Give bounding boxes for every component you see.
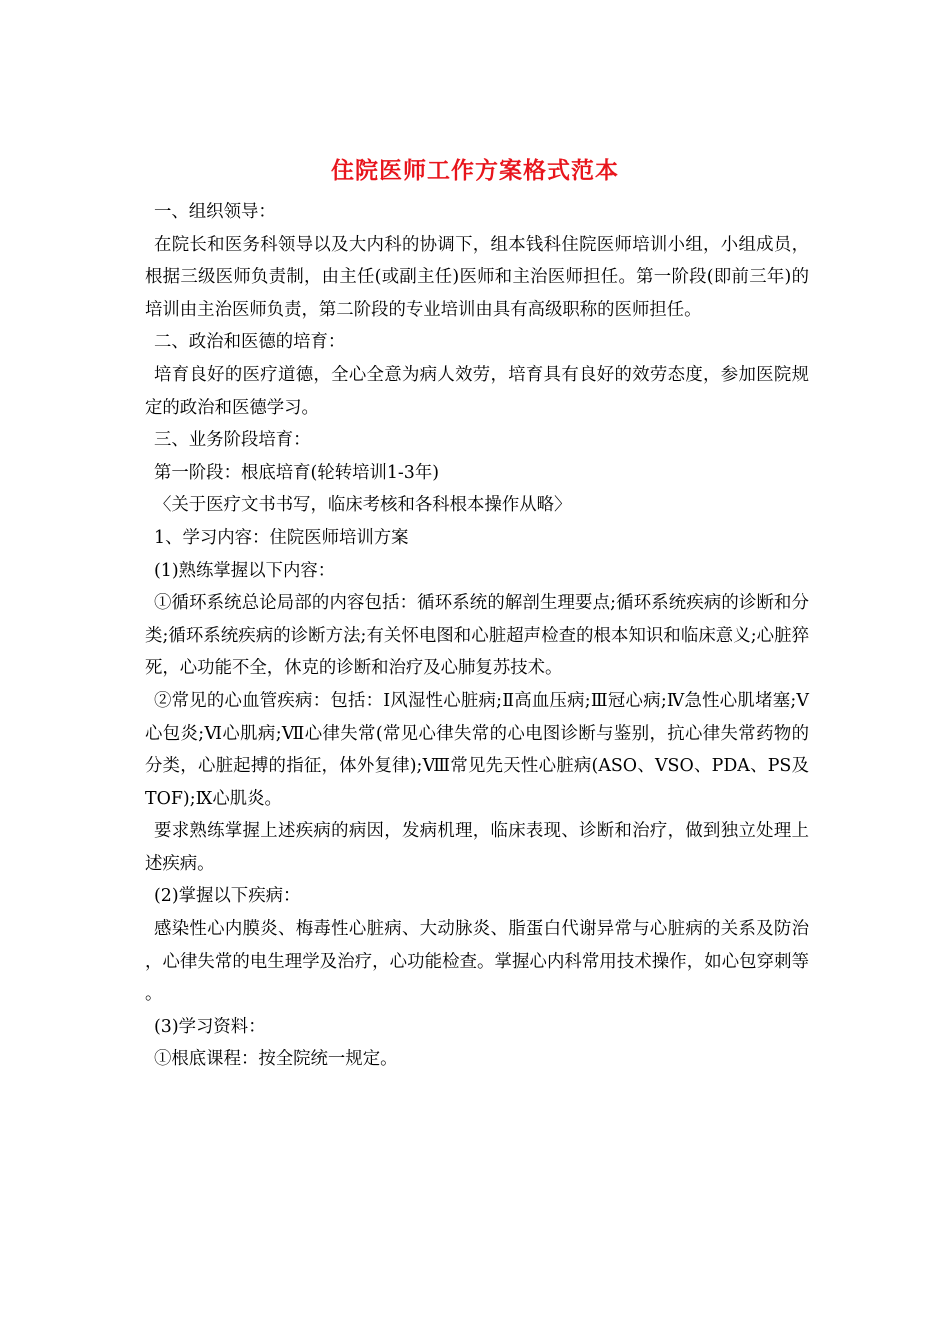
paragraph-organization: 在院长和医务科领导以及大内科的协调下，组本钱科住院医师培训小组，小组成员，根据三级医师负责制，由主任(或副主任)医师和主治医师担任。第一阶段(即前三年)的培训由主治医师负责，第二阶段的专业培训由具有高级职称的医师担任。 [145,234,809,320]
paragraph-study-content: 1、学习内容：住院医师培训方案 [154,527,409,548]
paragraph-stage-one: 第一阶段：根底培育(轮转培训1-3年) [154,462,440,483]
paragraph-basic-courses: ①根底课程：按全院统一规定。 [154,1049,398,1070]
paragraph-ethics: 培育良好的医疗道德，全心全意为病人效劳，培育具有良好的效劳态度，参加医院规定的政治和医德学习。 [145,364,809,418]
section-heading-ethics: 二、政治和医德的培育： [154,332,346,353]
subheading-grasp: (2)掌握以下疾病： [154,886,301,907]
paragraph-other-diseases: 感染性心内膜炎、梅毒性心脏病、大动脉炎、脂蛋白代谢异常与心脏病的关系及防治，心律失常的电生理学及治疗，心功能检查。掌握心内科常用技术操作，如心包穿刺等。 [145,919,809,1005]
subheading-master: (1)熟练掌握以下内容： [154,560,336,581]
paragraph-common-diseases: ②常见的心血管疾病：包括：Ⅰ风湿性心脏病;Ⅱ高血压病;Ⅲ冠心病;Ⅳ急性心肌堵塞;Ⅴ心包炎;Ⅵ心肌病;Ⅶ心律失常(常见心律失常的心电图诊断与鉴别，抗心律失常药物的分类，心脏起搏的指征，体外复律);Ⅷ常见先天性心脏病(ASO、VSO、PDA、PS及TOF);Ⅸ心肌炎。 [145,690,809,809]
subheading-materials: (3)学习资料： [154,1016,266,1037]
document-title: 住院医师工作方案格式范本 [331,157,619,184]
document-body [145,196,809,1076]
section-heading-organization: 一、组织领导： [154,202,276,222]
paragraph-requirements: 要求熟练掌握上述疾病的病因，发病机理，临床表现、诊断和治疗，做到独立处理上述疾病。 [145,821,809,874]
section-heading-training: 三、业务阶段培育： [154,430,311,451]
paragraph-circulatory-system: ①循环系统总论局部的内容包括：循环系统的解剖生理要点;循环系统疾病的诊断和分类;循环系统疾病的诊断方法;有关怀电图和心脏超声检查的根本知识和临床意义;心脏猝死，心功能不全，休克的诊断和治疗及心肺复苏技术。 [145,593,809,679]
paragraph-omitted-note: 〈关于医疗文书书写，临床考核和各科根本操作从略〉 [154,495,572,516]
